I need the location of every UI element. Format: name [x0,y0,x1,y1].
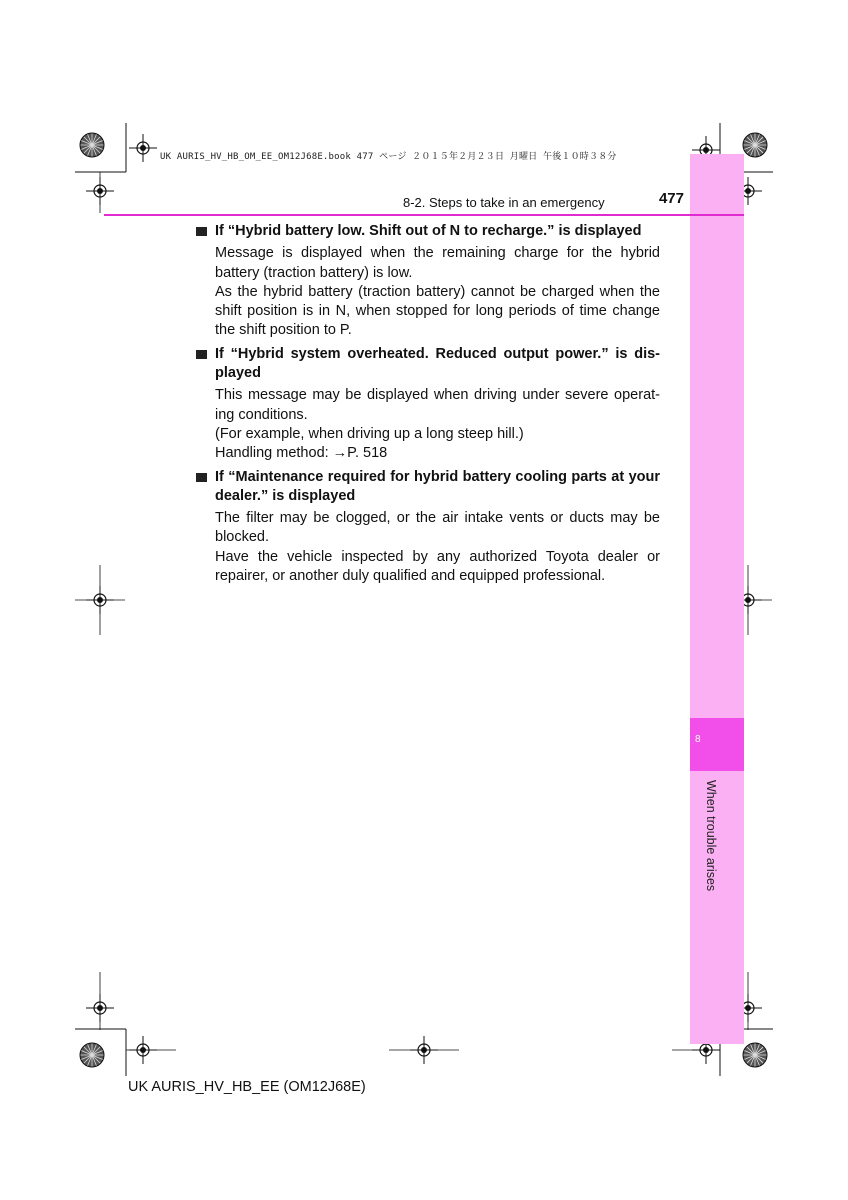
page-content [196,222,660,586]
paragraph: (For example, when driving up a long steep hill.) [215,425,524,442]
paragraph: The filter may be clogged, or the air intake vents or ducts may be blocked. [215,510,660,546]
header-rule [104,214,744,216]
paragraph: This message may be displayed when driving under severe operat-ing conditions. [215,387,660,423]
square-bullet-icon [196,350,207,359]
square-bullet-icon [196,227,207,236]
item-heading-text: If “Maintenance required for hybrid battery cooling parts at your dealer.” is displayed [215,468,660,504]
chapter-side-tab [690,154,744,1044]
section-title: 8-2. Steps to take in an emergency [403,195,605,210]
page-number: 477 [658,190,684,207]
item-heading [196,345,660,384]
item-heading-text: If “Hybrid battery low. Shift out of N to recharge.” is displayed [215,223,642,239]
print-job-header: UK AURIS_HV_HB_OM_EE_OM12J68E.book 477 ページ ２０１５年２月２３日 月曜日 午後１０時３８分 [160,152,617,162]
paragraph: Handling method: →P. 518 [215,445,388,462]
paragraph: As the hybrid battery (traction battery) cannot be charged when the shift position is in N, when stopped for long periods of time change the shift position to P. [215,283,660,339]
item-heading-text: If “Hybrid system overheated. Reduced output power.” is dis-played [215,345,660,382]
paragraph: Message is displayed when the remaining charge for the hybrid battery (traction battery) is low. [215,245,660,281]
item-heading [196,468,660,507]
footer-model-code: UK AURIS_HV_HB_EE (OM12J68E) [128,1079,366,1095]
square-bullet-icon [196,473,207,482]
chapter-number: 8 [695,734,701,745]
item-heading [196,222,660,241]
paragraph: Have the vehicle inspected by any authorized Toyota dealer or repairer, or another duly qualified and equipped professional. [215,548,660,585]
chapter-label: When trouble arises [704,780,718,892]
